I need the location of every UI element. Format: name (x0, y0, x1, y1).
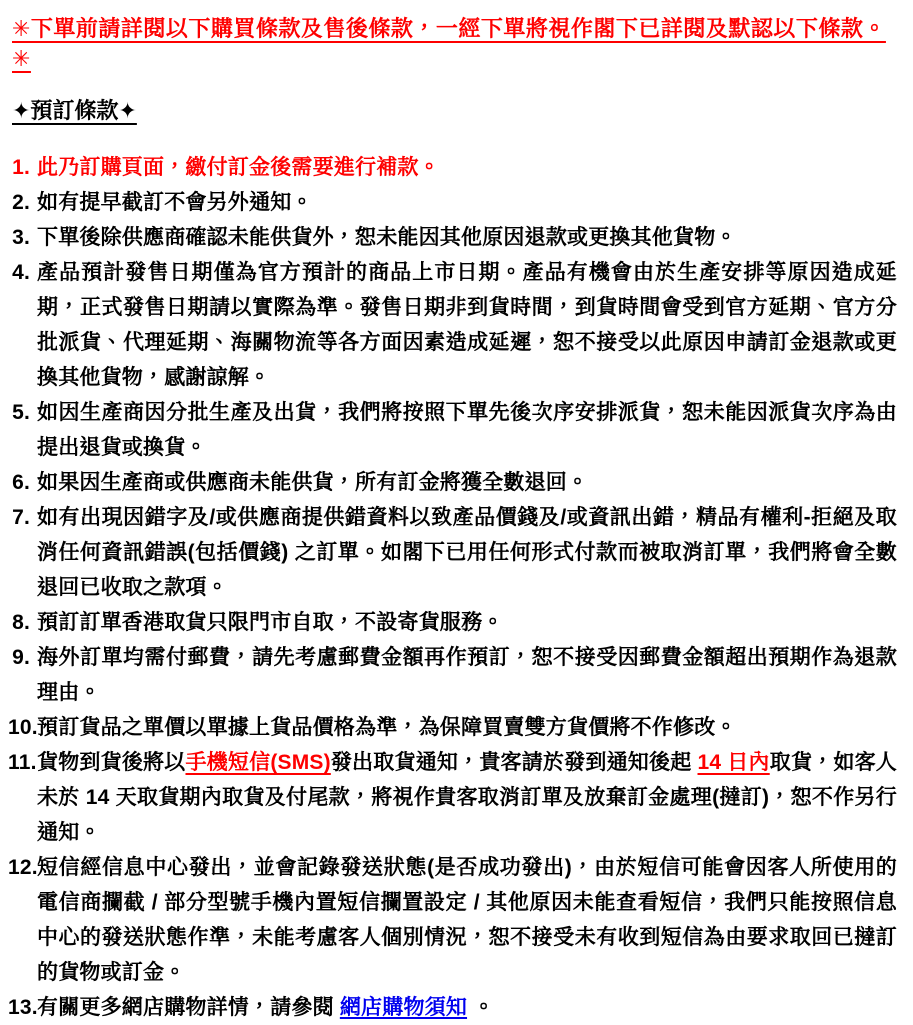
term-number: 13. (8, 996, 38, 1019)
term-text: 此乃訂購頁面，繳付訂金後需要進行補款。 (37, 156, 440, 179)
term-text: 短信經信息中心發出，並會記錄發送狀態(是否成功發出)，由於短信可能會因客人所使用的電信商攔截 / 部分型號手機內置短信攔置設定 / 其他原因未能查看短信，我們只能按照信息中心的發送狀態作準，未能考慮客人個別情況，恕不接受未有收到短信為由要求取回已撻訂的貨物或訂金。 (37, 856, 897, 984)
term-text: 有關更多網店購物詳情，請參閱 (37, 996, 340, 1019)
term-text: 產品預計發售日期僅為官方預計的商品上市日期。產品有機會由於生產安排等原因造成延期，正式發售日期請以實際為準。發售日期非到貨時間，到貨時間會受到官方延期、官方分批派貨、代理延期、海關物流等各方面因素造成延遲，恕不接受以此原因申請訂金退款或更換其他貨物，感謝諒解。 (37, 261, 897, 389)
term-text: 海外訂單均需付郵費，請先考慮郵費金額再作預訂，恕不接受因郵費金額超出預期作為退款理由。 (37, 646, 897, 704)
term-item-12 (8, 850, 897, 990)
term-text: 。 (467, 996, 495, 1019)
term-item-6 (8, 465, 897, 500)
term-number: 8. (12, 611, 30, 634)
term-item-10 (8, 710, 897, 745)
term-item-4 (8, 255, 897, 395)
term-text: 如有出現因錯字及/或供應商提供錯資料以致產品價錢及/或資訊出錯，精品有權利-拒絕及取消任何資訊錯誤(包括價錢) 之訂單。如閣下已用任何形式付款而被取消訂單，我們將會全數退回已收取之款項。 (37, 506, 897, 599)
term-item-13 (8, 990, 897, 1025)
section-title-row (8, 98, 897, 150)
term-item-3 (8, 220, 897, 255)
term-item-7 (8, 500, 897, 605)
term-text: 貨物到貨後將以 (37, 751, 186, 774)
term-item-5 (8, 395, 897, 465)
term-number: 4. (12, 261, 30, 284)
terms-list (8, 150, 897, 1025)
term-number: 11. (8, 751, 37, 774)
term-text: 14 日內 (697, 751, 770, 774)
term-text: 如因生產商因分批生產及出貨，我們將按照下單先後次序安排派貨，恕未能因派貨次序為由提出退貨或換貨。 (37, 401, 897, 459)
term-text: 預訂貨品之單價以單據上貨品價格為準，為保障買賣雙方貨價將不作修改。 (37, 716, 737, 739)
term-number: 12. (8, 856, 38, 879)
term-item-1 (8, 150, 897, 185)
term-text: 下單後除供應商確認未能供貨外，恕未能因其他原因退款或更換其他貨物。 (37, 226, 737, 249)
term-text: 發出取貨通知，貴客請於發到通知後起 (330, 751, 698, 774)
term-number: 2. (12, 191, 30, 214)
term-item-9 (8, 640, 897, 710)
preorder-terms-title: ✦預訂條款✦ (12, 98, 137, 123)
term-text: 取貨，如客人未於 14 天取貨期內取貨及付尾款，將視作貴客取消訂單及放棄訂金處理(撻訂)，恕不作另行通知。 (37, 751, 897, 844)
term-number: 1. (12, 156, 30, 179)
shop-guide-link[interactable]: 網店購物須知 (339, 996, 468, 1019)
term-text: 如有提早截訂不會另外通知。 (37, 191, 313, 214)
term-number: 9. (12, 646, 30, 669)
term-number: 6. (12, 471, 30, 494)
term-text: 如果因生產商或供應商未能供貨，所有訂金將獲全數退回。 (37, 471, 589, 494)
term-item-2 (8, 185, 897, 220)
purchase-notice-header (12, 14, 897, 74)
term-number: 7. (12, 506, 30, 529)
term-number: 3. (12, 226, 30, 249)
term-text: 手機短信(SMS) (185, 751, 331, 774)
purchase-notice-text: ✳下單前請詳閱以下購買條款及售後條款，一經下單將視作閣下已詳閱及默認以下條款。✳ (12, 16, 886, 71)
term-item-11 (8, 745, 897, 850)
term-text: 預訂訂單香港取貨只限門市自取，不設寄貨服務。 (37, 611, 504, 634)
term-number: 5. (12, 401, 30, 424)
term-item-8 (8, 605, 897, 640)
term-number: 10. (8, 716, 38, 739)
